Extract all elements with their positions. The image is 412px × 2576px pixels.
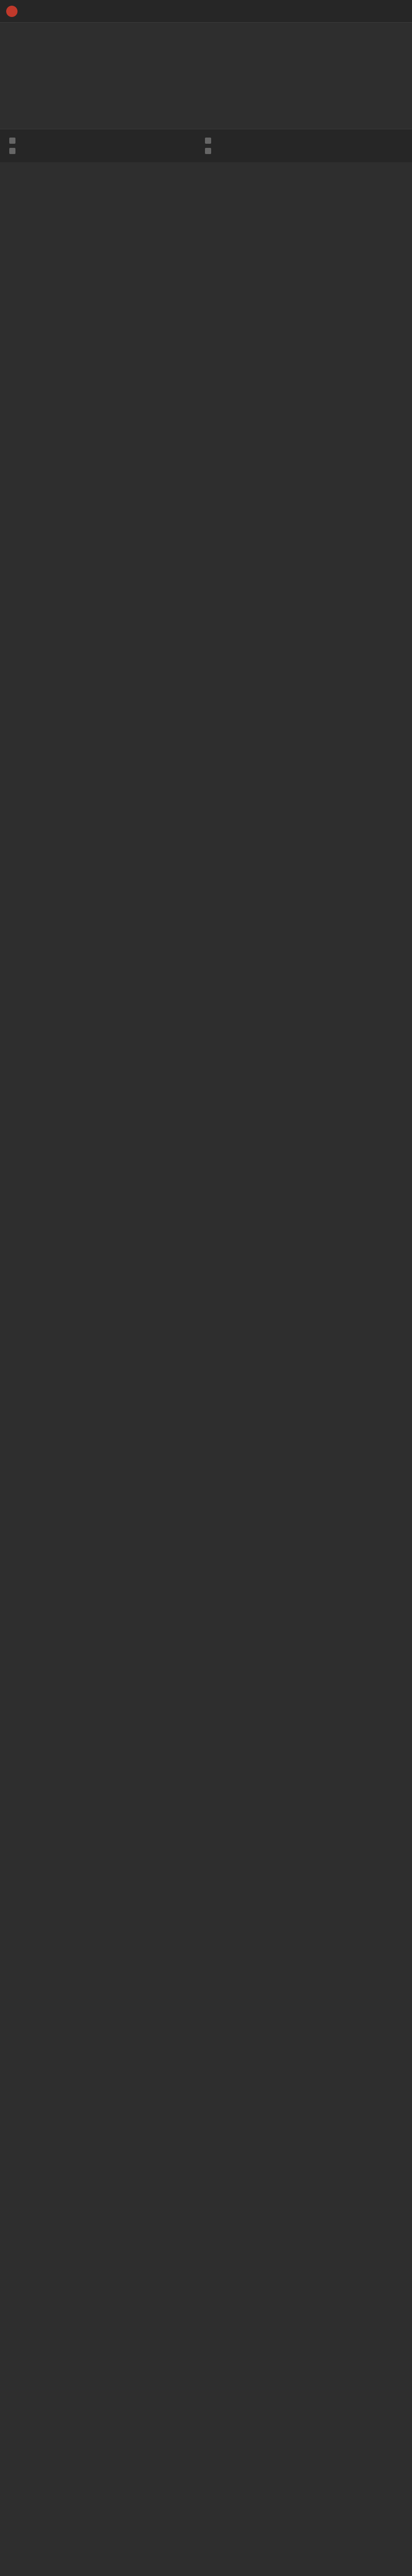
phone-icon (9, 138, 15, 144)
vk-icon (9, 148, 15, 154)
discord-icon (205, 148, 211, 154)
comment (9, 34, 403, 42)
footer-contact[interactable] (9, 138, 184, 144)
footer-contact[interactable] (205, 138, 380, 144)
telegram-icon (205, 138, 211, 144)
header (0, 0, 412, 23)
footer-contact[interactable] (205, 148, 380, 154)
footer-contact[interactable] (9, 148, 184, 154)
article-body (0, 23, 412, 118)
comment (9, 83, 403, 92)
comment (9, 96, 403, 104)
comment (9, 71, 403, 79)
footer (0, 129, 412, 162)
logo-icon (6, 6, 18, 17)
comment (9, 46, 403, 55)
comment (9, 59, 403, 67)
